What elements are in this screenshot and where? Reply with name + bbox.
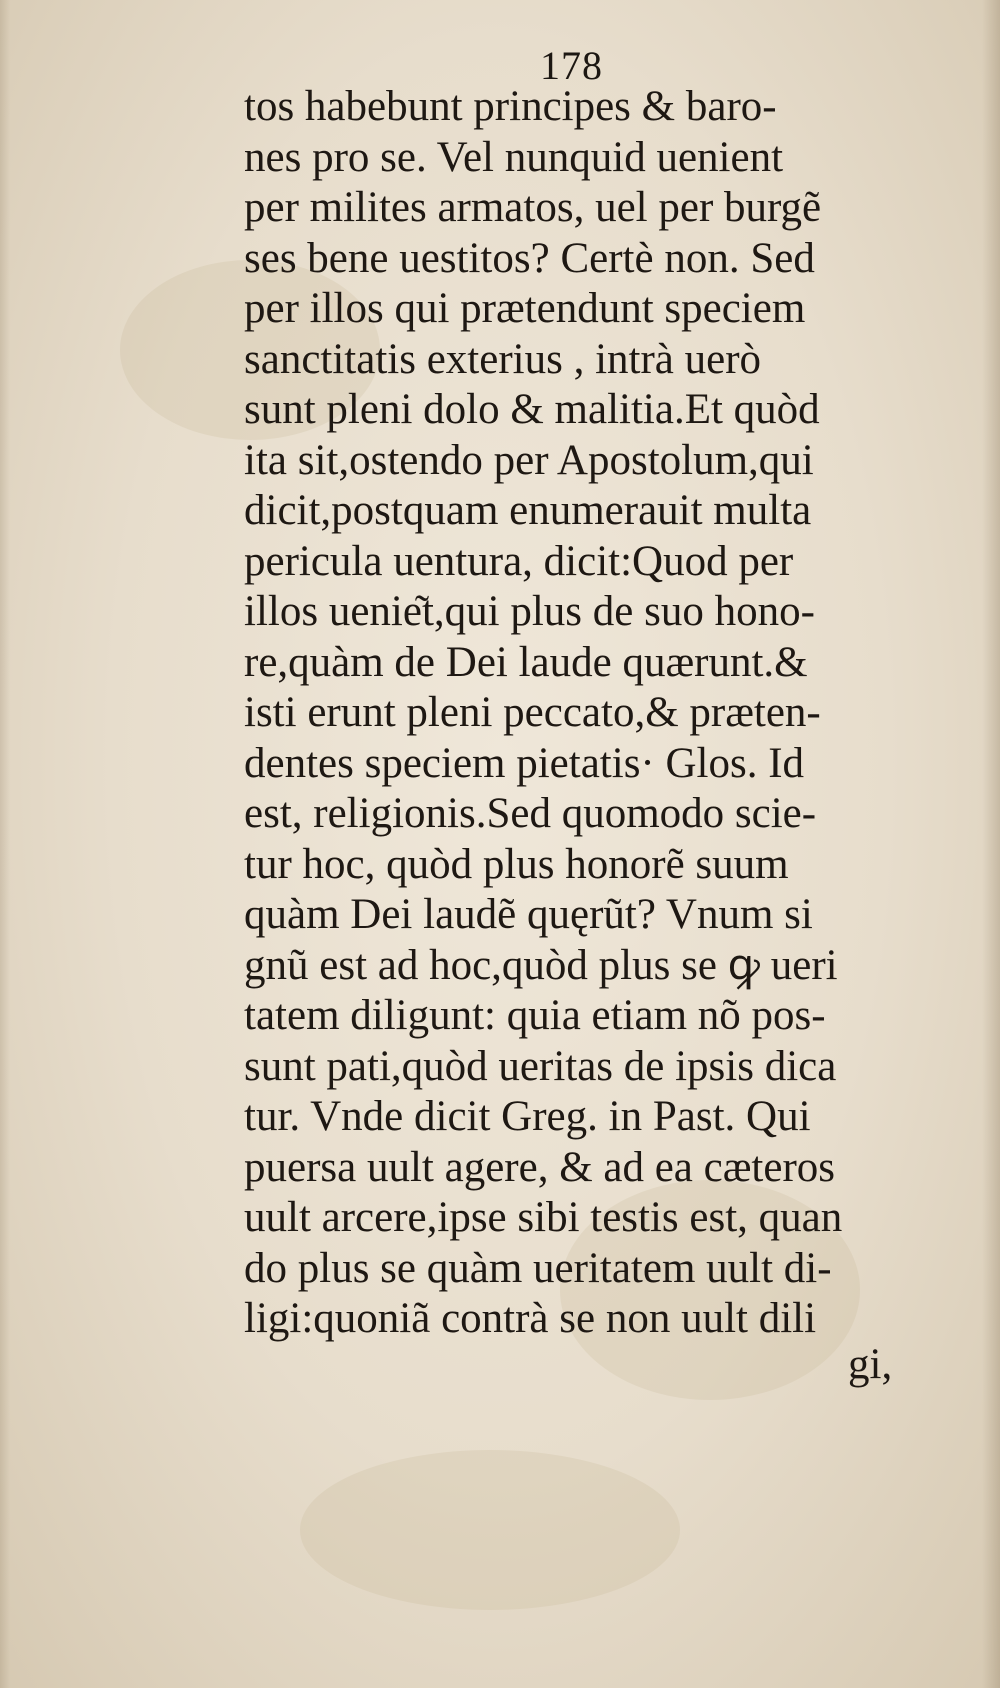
paper-stain xyxy=(300,1450,680,1610)
text-line: isti erunt pleni peccato,& præten- xyxy=(244,689,821,736)
text-line: illos uenie͂t,qui plus de suo hono- xyxy=(244,588,815,635)
text-line: re,quàm de Dei laude quærunt.& xyxy=(244,638,808,686)
text-line: tos habebunt principes & baro- xyxy=(244,83,777,130)
text-line: sanctitatis exterius , intrà uerò xyxy=(244,335,762,383)
text-line: puersa uult agere, & ad ea cæteros xyxy=(244,1143,835,1191)
catchword: gi, xyxy=(848,1341,893,1388)
text-line: per milites armatos, uel per burgẽ xyxy=(244,184,822,231)
text-line: dicit,postquam enumerauit multa xyxy=(244,487,812,534)
text-line: pericula uentura, dicit:Quod per xyxy=(244,537,794,585)
text-line: est, religionis.Sed quomodo scie- xyxy=(244,790,817,837)
page-gutter-shadow xyxy=(0,0,10,1688)
text-line: tur. Vnde dicit Greg. in Past. Qui xyxy=(244,1093,811,1140)
text-line: quàm Dei laudẽ quęrũt? Vnum si xyxy=(244,891,813,938)
text-line: gnũ est ad hoc,quòd plus se ꝙ ueri xyxy=(244,941,838,989)
text-line: tur hoc, quòd plus honorẽ suum xyxy=(244,840,789,888)
page-number: 178 xyxy=(540,43,603,88)
text-line: dentes speciem pietatis· Glos. Id xyxy=(244,739,805,787)
page-edge-shadow xyxy=(982,0,1000,1688)
text-line: per illos qui prætendunt speciem xyxy=(244,285,806,332)
text-line: ita sit,ostendo per Apostolum,qui xyxy=(244,436,814,484)
text-line: ses bene uestitos? Certè non. Sed xyxy=(244,234,815,282)
text-line: ligi:quoniã contrà se non uult dili xyxy=(244,1295,817,1342)
text-line: tatem diligunt: quia etiam nõ pos- xyxy=(244,992,826,1039)
text-line: nes pro se. Vel nunquid uenient xyxy=(244,133,784,181)
text-line: sunt pleni dolo & malitia.Et quòd xyxy=(244,386,820,433)
text-line: do plus se quàm ueritatem uult di- xyxy=(244,1244,832,1292)
text-block xyxy=(244,82,924,1345)
text-line: sunt pati,quòd ueritas de ipsis dica xyxy=(244,1042,837,1090)
text-line: uult arcere,ipse sibi testis est, quan xyxy=(244,1194,843,1241)
